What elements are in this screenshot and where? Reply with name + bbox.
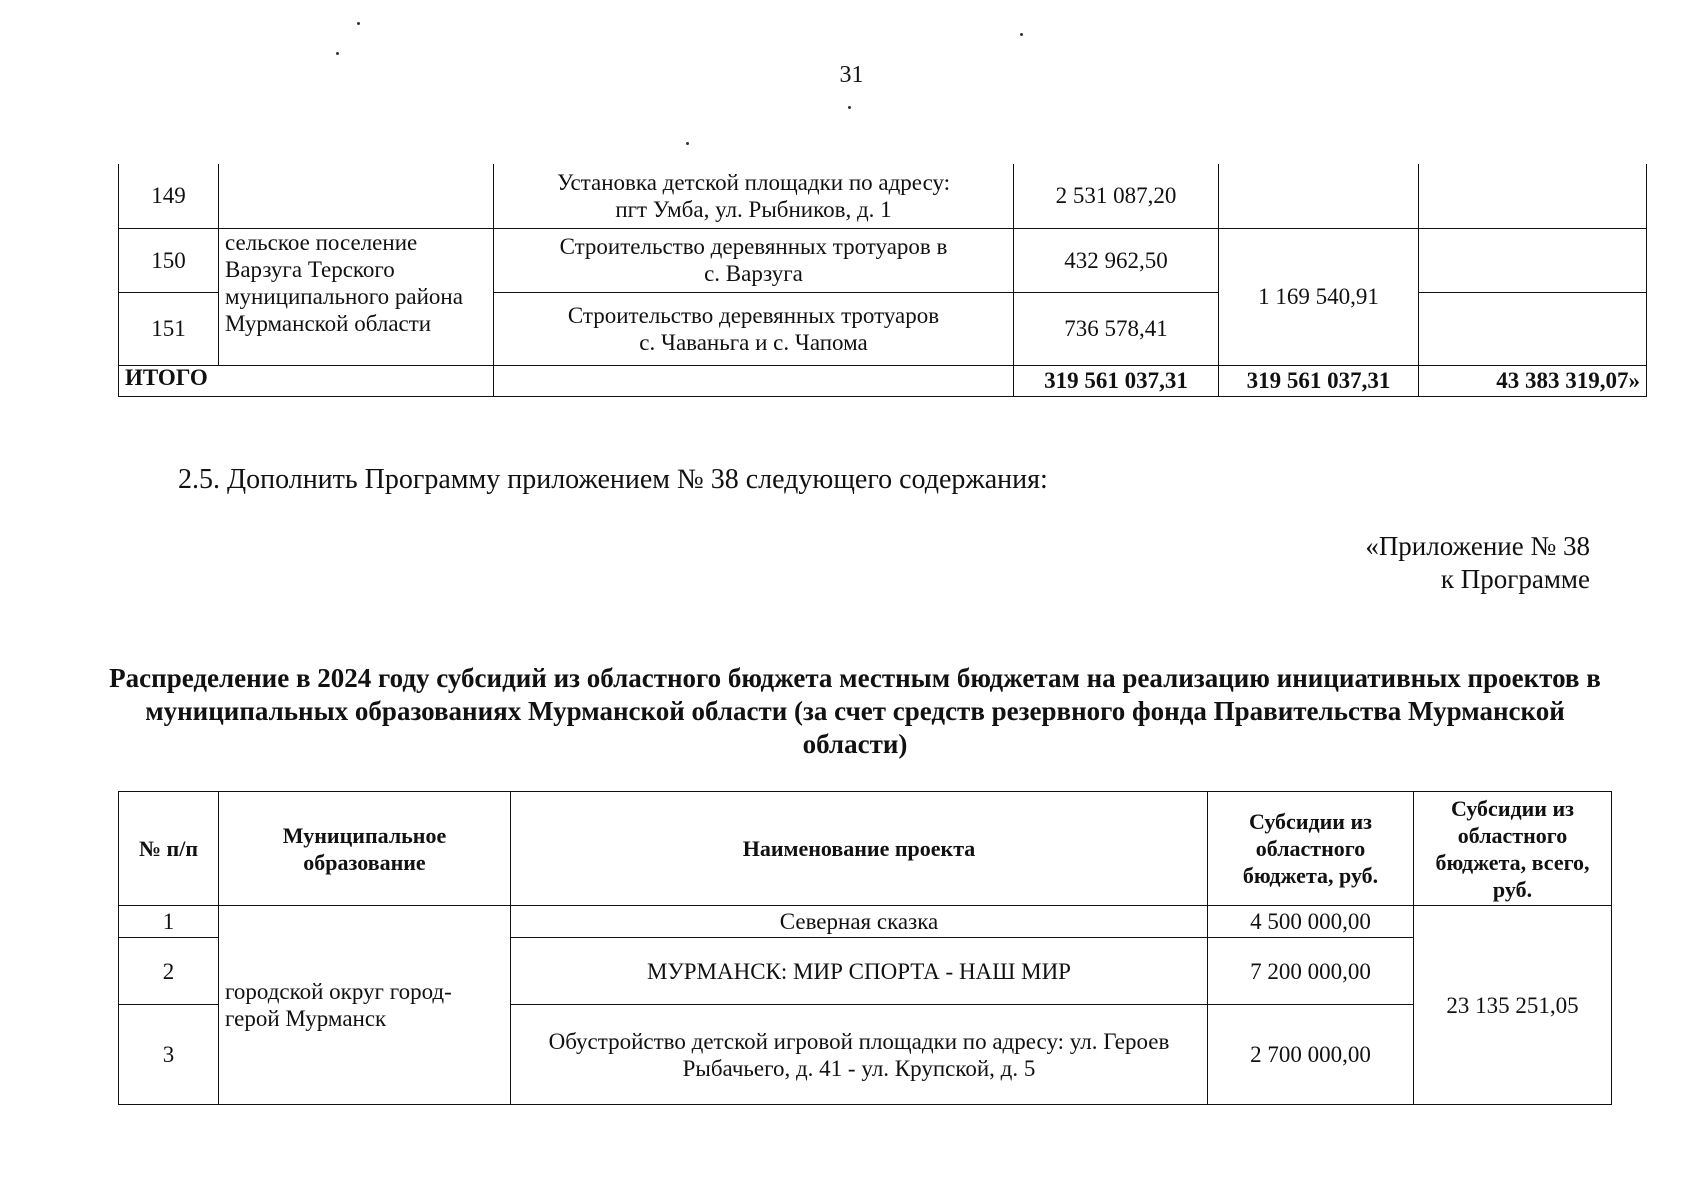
- column-header-subsidy: Субсидии из областного бюджета, руб.: [1208, 792, 1414, 906]
- main-table: [118, 791, 1612, 1105]
- project-cell: [494, 228, 1014, 292]
- amount-cell: 7 200 000,00: [1208, 938, 1414, 1005]
- amount-cell: 4 500 000,00: [1208, 906, 1414, 938]
- header-row: [119, 792, 1612, 906]
- section-paragraph: 2.5. Дополнить Программу приложением № 38 следующего содержания:: [178, 464, 1048, 495]
- project-cell: МУРМАНСК: МИР СПОРТА - НАШ МИР: [511, 938, 1208, 1005]
- table-row: [119, 906, 1612, 938]
- table-row: [119, 228, 1647, 292]
- annex-reference: [1365, 530, 1590, 596]
- annex-line-1: «Приложение № 38: [1365, 531, 1590, 561]
- column-header-subsidy-total: Субсидии из областного бюджета, всего, руб.: [1414, 792, 1612, 906]
- total-label: ИТОГО: [119, 365, 494, 396]
- empty-cell: [494, 365, 1014, 396]
- column-header-project: Наименование проекта: [511, 792, 1208, 906]
- document-title: Распределение в 2024 году субсидий из областного бюджета местным бюджетам на реализацию инициативных проектов в муниципальных образованиях Мурманской области (за счет средств резервного фонда Правительства Мурманской области): [109, 663, 1601, 759]
- row-number: 2: [119, 938, 219, 1005]
- project-line: с. Варзуга: [704, 261, 803, 286]
- row-number: 149: [119, 164, 219, 228]
- empty-cell: [1419, 228, 1647, 292]
- amount-cell: 2 700 000,00: [1208, 1005, 1414, 1105]
- total-row: [119, 365, 1647, 396]
- total-sum-3: 43 383 319,07»: [1419, 365, 1647, 396]
- column-header-municipality: Муниципальное образование: [219, 792, 511, 906]
- row-number: 1: [119, 906, 219, 938]
- top-table: [118, 164, 1647, 397]
- project-cell: Северная сказка: [511, 906, 1208, 938]
- scan-speck: [336, 52, 339, 55]
- row-number: 150: [119, 228, 219, 292]
- project-line: Строительство деревянных тротуаров в: [559, 234, 948, 259]
- amount-cell: 736 578,41: [1014, 292, 1219, 365]
- amount-cell: 432 962,50: [1014, 228, 1219, 292]
- project-cell: [494, 292, 1014, 365]
- empty-cell: [1419, 292, 1647, 365]
- group-total-cell: 1 169 540,91: [1219, 228, 1419, 365]
- table-row: [119, 164, 1647, 228]
- project-line: Установка детской площадки по адресу:: [556, 169, 951, 195]
- project-line: пгт Умба, ул. Рыбников, д. 1: [615, 196, 892, 222]
- project-cell: Обустройство детской игровой площадки по адресу: ул. Героев Рыбачьего, д. 41 - ул. Крупской, д. 5: [511, 1005, 1208, 1105]
- group-total-cell: [1219, 164, 1419, 228]
- project-line: с. Чаваньга и с. Чапома: [639, 329, 868, 355]
- municipality-cell: сельское поселение Варзуга Терского муниципального района Мурманской области: [219, 228, 494, 365]
- page-number: 31: [839, 62, 864, 88]
- scan-speck: [686, 142, 689, 145]
- empty-cell: [1419, 164, 1647, 228]
- scan-speck: [848, 106, 851, 109]
- total-cell: 23 135 251,05: [1414, 906, 1612, 1105]
- project-cell: [494, 164, 1014, 228]
- municipality-cell: [219, 164, 494, 228]
- scan-speck: [357, 22, 360, 25]
- total-sum-2: 319 561 037,31: [1219, 365, 1419, 396]
- project-line: Строительство деревянных тротуаров: [567, 302, 940, 328]
- row-number: 151: [119, 292, 219, 365]
- column-header-number: № п/п: [119, 792, 219, 906]
- scan-speck: [1020, 33, 1023, 36]
- annex-line-2: к Программе: [1440, 564, 1590, 594]
- row-number: 3: [119, 1005, 219, 1105]
- amount-cell: 2 531 087,20: [1014, 164, 1219, 228]
- total-sum-1: 319 561 037,31: [1014, 365, 1219, 396]
- municipality-cell: городской округ город-герой Мурманск: [219, 906, 511, 1105]
